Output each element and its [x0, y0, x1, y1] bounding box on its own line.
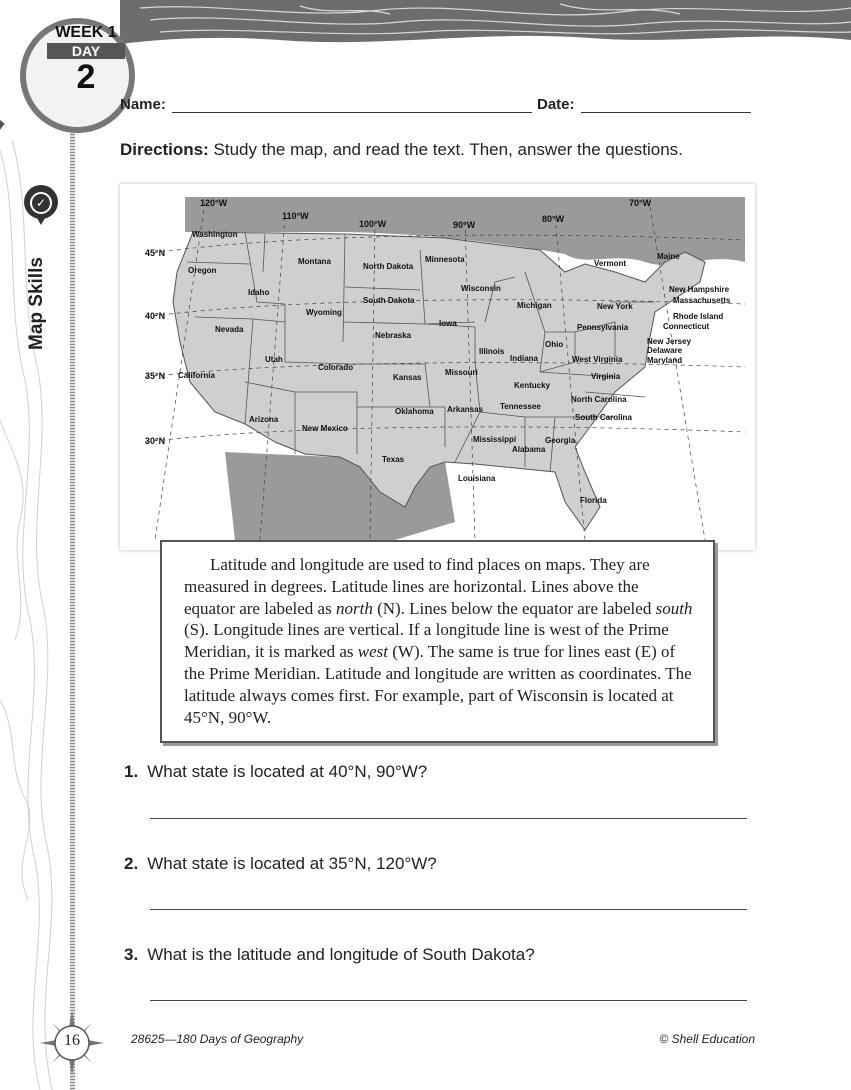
- state-label: Washington: [192, 230, 238, 239]
- state-label: West Virginia: [572, 355, 623, 364]
- state-label: Michigan: [517, 301, 552, 310]
- state-label: New Hampshire: [669, 285, 730, 294]
- passage-text: (N). Lines below the equator are labeled: [372, 598, 656, 618]
- state-label: Maryland: [647, 356, 683, 365]
- state-label: Iowa: [439, 319, 457, 328]
- question-number: 3.: [124, 945, 139, 964]
- state-label: Connecticut: [663, 322, 710, 331]
- name-field[interactable]: [172, 112, 532, 113]
- lon-label-90: 90°W: [453, 220, 476, 230]
- state-label: Arkansas: [447, 405, 484, 414]
- state-label: Utah: [265, 355, 283, 364]
- state-label: Mississippi: [473, 435, 517, 444]
- question-2: [124, 854, 437, 874]
- passage-text: (S). Longitude lines are vertical. If a longitude line is west of the Prime Meridian, it is marked as: [184, 620, 669, 662]
- state-label: Illinois: [479, 347, 505, 356]
- state-label: Minnesota: [425, 255, 465, 264]
- week-label: WEEK 1: [55, 24, 117, 41]
- state-label: Colorado: [318, 363, 354, 372]
- date-label: Date:: [537, 96, 575, 113]
- state-label: Kansas: [393, 373, 422, 382]
- day-label: DAY: [47, 43, 125, 59]
- answer-line-3[interactable]: [150, 1000, 747, 1001]
- directions-label: Directions:: [120, 140, 209, 159]
- state-label: Maine: [657, 252, 680, 261]
- question-number: 1.: [124, 762, 139, 781]
- lat-label-40: 40°N: [145, 311, 166, 321]
- state-label: Wisconsin: [461, 284, 501, 293]
- question-number: 2.: [124, 854, 139, 873]
- state-label: Wyoming: [306, 308, 342, 317]
- state-label: Oklahoma: [395, 407, 434, 416]
- lon-label-70: 70°W: [629, 198, 652, 208]
- state-label: New Mexico: [302, 424, 348, 433]
- state-label: California: [178, 371, 215, 380]
- state-label: Rhode Island: [673, 312, 724, 321]
- state-label: Idaho: [248, 288, 270, 297]
- question-text: What is the latitude and longitude of South Dakota?: [147, 945, 535, 964]
- section-label: Map Skills: [26, 257, 47, 350]
- name-label: Name:: [120, 96, 166, 113]
- passage-emphasis: north: [335, 598, 373, 618]
- topographic-side-decoration: [0, 0, 80, 1090]
- state-label: New York: [597, 302, 633, 311]
- directions-text: Study the map, and read the text. Then, answer the questions.: [208, 140, 683, 159]
- state-label: Vermont: [594, 259, 627, 268]
- question-text: What state is located at 40°N, 90°W?: [147, 762, 428, 781]
- answer-line-2[interactable]: [150, 909, 747, 910]
- passage-text: (W). The same is true for lines east (E) of the Prime Meridian. Latitude and longitude are written as coordinates. The latitude always comes first. For example, part of Wisconsin is located at 45°N, 90°W.: [184, 642, 692, 727]
- lat-label-30: 30°N: [145, 436, 166, 446]
- state-label: Pennsylvania: [577, 323, 629, 332]
- state-label: Kentucky: [514, 381, 551, 390]
- lat-label-45: 45°N: [145, 248, 166, 258]
- state-label: Delaware: [647, 346, 683, 355]
- passage-emphasis: south: [655, 598, 693, 618]
- binding-strip: [70, 95, 75, 1090]
- day-number: 2: [76, 58, 96, 96]
- state-label: Indiana: [510, 354, 539, 363]
- state-label: North Carolina: [571, 395, 627, 404]
- state-label: Nebraska: [375, 331, 412, 340]
- state-label: Nevada: [215, 325, 244, 334]
- passage-text: Latitude and longitude are used to find places on maps. They are measured in degrees. Latitude lines are horizontal. Lines above the equator are labeled as: [184, 555, 650, 618]
- state-label: Louisiana: [458, 474, 496, 483]
- state-label: South Carolina: [575, 413, 632, 422]
- state-label: Texas: [382, 455, 405, 464]
- page-number: 16: [64, 1032, 80, 1049]
- state-label: Oregon: [188, 266, 217, 275]
- publisher: © Shell Education: [659, 1032, 755, 1046]
- state-label: Arizona: [249, 415, 279, 424]
- question-3: [124, 945, 535, 965]
- answer-line-1[interactable]: [150, 818, 747, 819]
- date-field[interactable]: [581, 112, 751, 113]
- question-1: [124, 762, 427, 782]
- state-label: New Jersey: [647, 337, 692, 346]
- state-label: Virginia: [591, 372, 621, 381]
- passage-emphasis: west: [357, 642, 388, 662]
- state-label: Missouri: [445, 368, 478, 377]
- checkmark-icon: ✓: [30, 192, 52, 214]
- reading-passage: [160, 540, 715, 743]
- state-label: Florida: [580, 496, 607, 505]
- state-label: South Dakota: [363, 296, 415, 305]
- state-label: Ohio: [545, 340, 564, 349]
- directions: [120, 140, 683, 160]
- lon-label-80: 80°W: [542, 214, 565, 224]
- state-label: Georgia: [545, 436, 576, 445]
- book-title: 28625—180 Days of Geography: [131, 1032, 304, 1046]
- us-map: [145, 192, 745, 540]
- state-label: Tennessee: [500, 402, 541, 411]
- lon-label-110: 110°W: [282, 211, 309, 221]
- question-text: What state is located at 35°N, 120°W?: [147, 854, 437, 873]
- state-label: North Dakota: [363, 262, 414, 271]
- state-label: Alabama: [512, 445, 546, 454]
- lon-label-100: 100°W: [359, 219, 387, 229]
- state-label: Massachusetts: [673, 296, 731, 305]
- lon-label-120: 120°W: [200, 198, 228, 208]
- state-label: Montana: [298, 257, 331, 266]
- lat-label-35: 35°N: [145, 371, 166, 381]
